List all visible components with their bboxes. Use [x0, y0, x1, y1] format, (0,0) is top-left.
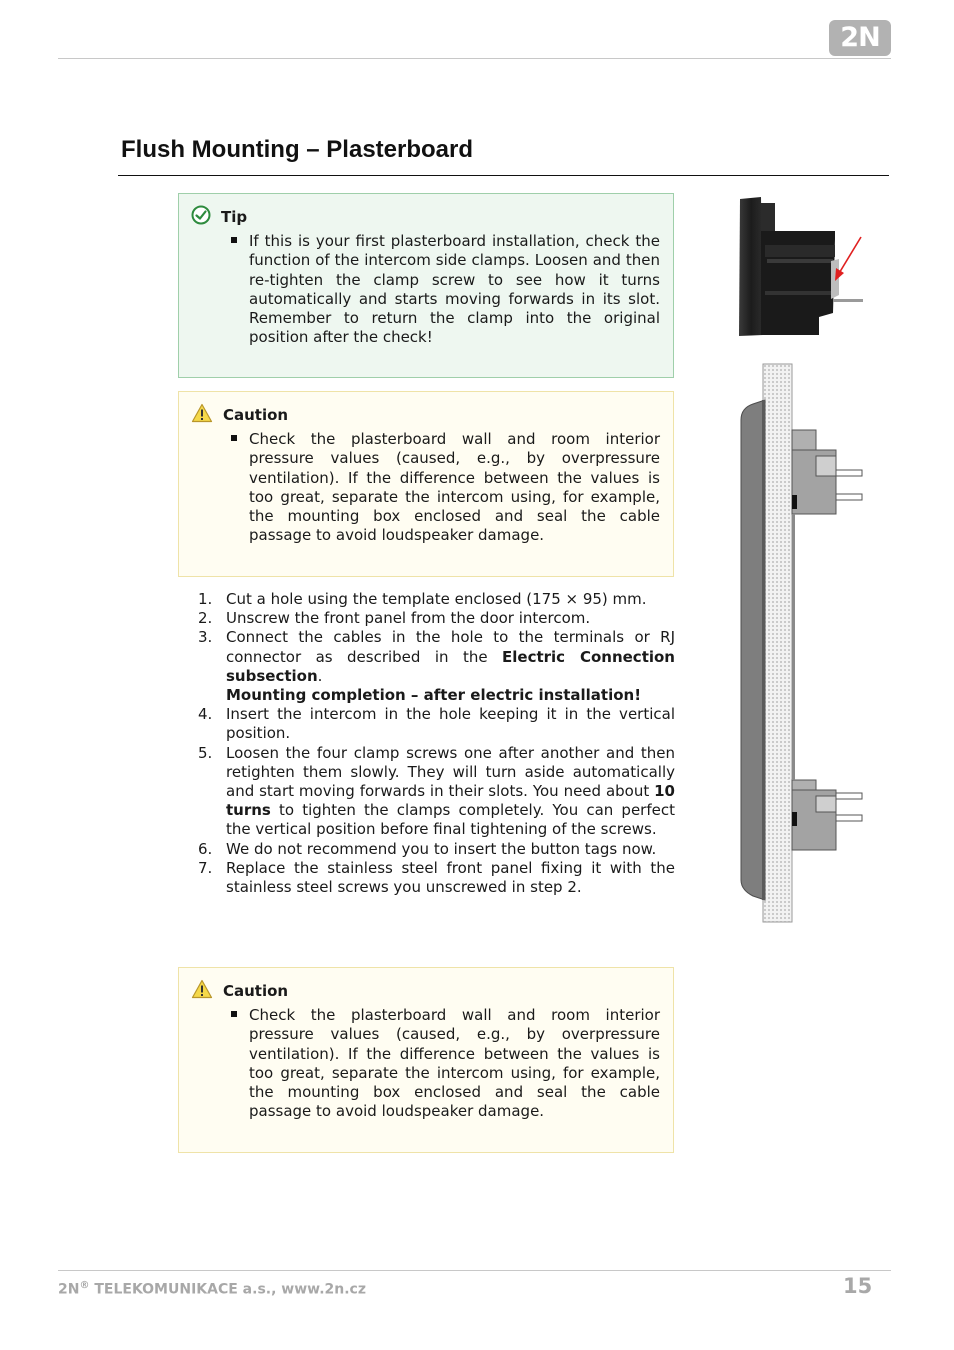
- tip-box: [178, 193, 674, 378]
- caution-header-1: [191, 404, 288, 426]
- caution-text-2: Check the plasterboard wall and room interior pressure values (caused, e.g., by overpressure ventilation). If the difference between the values is too great, separate the intercom using, for example, the mounting box enclosed and seal the cable passage to avoid loudspeaker damage.: [249, 1006, 660, 1121]
- step-number: 3.: [198, 628, 213, 647]
- caution-box-1: [178, 391, 674, 577]
- step-number: 6.: [198, 839, 213, 858]
- list-item: [191, 609, 675, 628]
- title-underline: [118, 175, 889, 176]
- bullet-icon: [231, 435, 237, 441]
- list-item: [191, 628, 675, 705]
- step-text: Replace the stainless steel front panel fixing it with the stainless steel screws you unscrewed in step 2.: [226, 858, 675, 897]
- list-item: [191, 840, 675, 859]
- step-number: 5.: [198, 743, 213, 762]
- step-text: .: [317, 666, 323, 685]
- tip-text: If this is your first plasterboard installation, check the function of the intercom side clamps. Loosen and then re-tighten the clamp screw to see how it turns automatically and starts moving forwards in its slot. Remember to return the clamp into the original position after the check!: [249, 232, 660, 347]
- step-note: Mounting completion – after electric installation!: [226, 686, 642, 705]
- bullet-icon: [231, 1011, 237, 1017]
- header-divider: [58, 58, 891, 59]
- tip-item: [249, 232, 660, 348]
- step-text: Insert the intercom in the hole keeping it in the vertical position.: [226, 705, 675, 743]
- checkmark-icon: [191, 205, 211, 229]
- registered-mark: ®: [79, 1280, 90, 1291]
- caution-box-2: [178, 967, 674, 1153]
- list-item: [191, 744, 675, 840]
- caution-label-2: Caution: [223, 982, 289, 1000]
- list-item: [191, 705, 675, 743]
- caution-text-1: Check the plasterboard wall and room interior pressure values (caused, e.g., by overpressure ventilation). If the difference between the values is too great, separate the intercom using, for example, the mounting box enclosed and seal the cable passage to avoid loudspeaker damage.: [249, 430, 660, 545]
- step-text: Connect the cables in the hole to the terminals or RJ connector as described in the: [226, 628, 675, 666]
- step-text: to tighten the clamps completely. You can perfect the vertical position before final tightening of the screws.: [226, 801, 675, 839]
- page-number: 15: [843, 1274, 873, 1298]
- caution-label-1: Caution: [223, 406, 289, 424]
- footer-company: [58, 1280, 366, 1298]
- page-title: Flush Mounting – Plasterboard: [121, 136, 474, 163]
- tip-header: [191, 206, 247, 228]
- caution-item-1: [249, 430, 660, 546]
- step-text: We do not recommend you to insert the button tags now.: [226, 839, 657, 858]
- step-text: Cut a hole using the template enclosed (175 × 95) mm.: [226, 590, 647, 608]
- company-logo: 2N: [829, 20, 891, 56]
- step-number: 4.: [198, 705, 213, 724]
- tip-label: Tip: [221, 208, 248, 226]
- installation-steps: [191, 590, 675, 897]
- caution-header-2: [191, 980, 288, 1002]
- caution-item-2: [249, 1006, 660, 1122]
- bullet-icon: [231, 237, 237, 243]
- footer-brand: 2N: [58, 1281, 80, 1298]
- footer-divider: [58, 1270, 891, 1271]
- emphasis: 10 turns: [226, 782, 675, 820]
- step-text: Unscrew the front panel from the door intercom.: [226, 609, 591, 628]
- footer-website: TELEKOMUNIKACE a.s., www.2n.cz: [89, 1281, 366, 1298]
- clamp-photo: [735, 195, 870, 340]
- list-item: [191, 590, 675, 609]
- step-number: 1.: [198, 590, 213, 608]
- step-number: 2.: [198, 609, 213, 628]
- list-item: [191, 859, 675, 897]
- step-text: Loosen the four clamp screws one after another and then retighten them slowly. They will turn aside automatically and start moving forwards in their slots. You need about: [226, 743, 675, 801]
- section-reference: Electric Connection subsection: [226, 647, 675, 685]
- warning-icon: [191, 403, 213, 427]
- warning-icon: [191, 979, 213, 1003]
- step-number: 7.: [198, 858, 213, 877]
- mounting-section-diagram: [735, 360, 870, 925]
